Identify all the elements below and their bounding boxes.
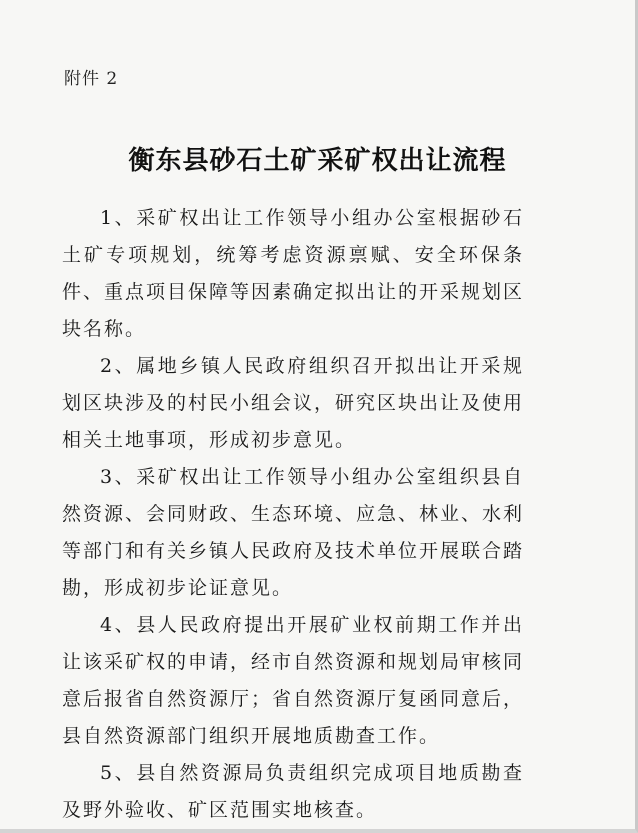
- document-title: 衡东县砂石土矿采矿权出让流程: [128, 146, 507, 176]
- attachment-label: 附件 2: [64, 69, 119, 89]
- paragraph-step-5: 5、县自然资源局负责组织完成项目地质勘查及野外验收、矿区范围实地核查。: [62, 762, 524, 821]
- paragraph-step-4: 4、县人民政府提出开展矿业权前期工作并出让该采矿权的申请，经市自然资源和规划局审核同意后报省自然资源厅；省自然资源厅复函同意后，县自然资源部门组织开展地质勘查工作。: [62, 614, 525, 747]
- paragraph-step-3: 3、采矿权出让工作领导小组办公室组织县自然资源、会同财政、生态环境、应急、林业、水利等部门和有关乡镇人民政府及技术单位开展联合踏勘，形成初步论证意见。: [62, 466, 525, 599]
- paragraph-step-1: 1、采矿权出让工作领导小组办公室根据砂石土矿专项规划，统筹考虑资源禀赋、安全环保条件、重点项目保障等因素确定拟出让的开采规划区块名称。: [62, 207, 525, 340]
- paragraph-step-2: 2、属地乡镇人民政府组织召开拟出让开采规划区块涉及的村民小组会议，研究区块出让及使用相关土地事项，形成初步意见。: [62, 355, 525, 451]
- document-body: [62, 200, 524, 829]
